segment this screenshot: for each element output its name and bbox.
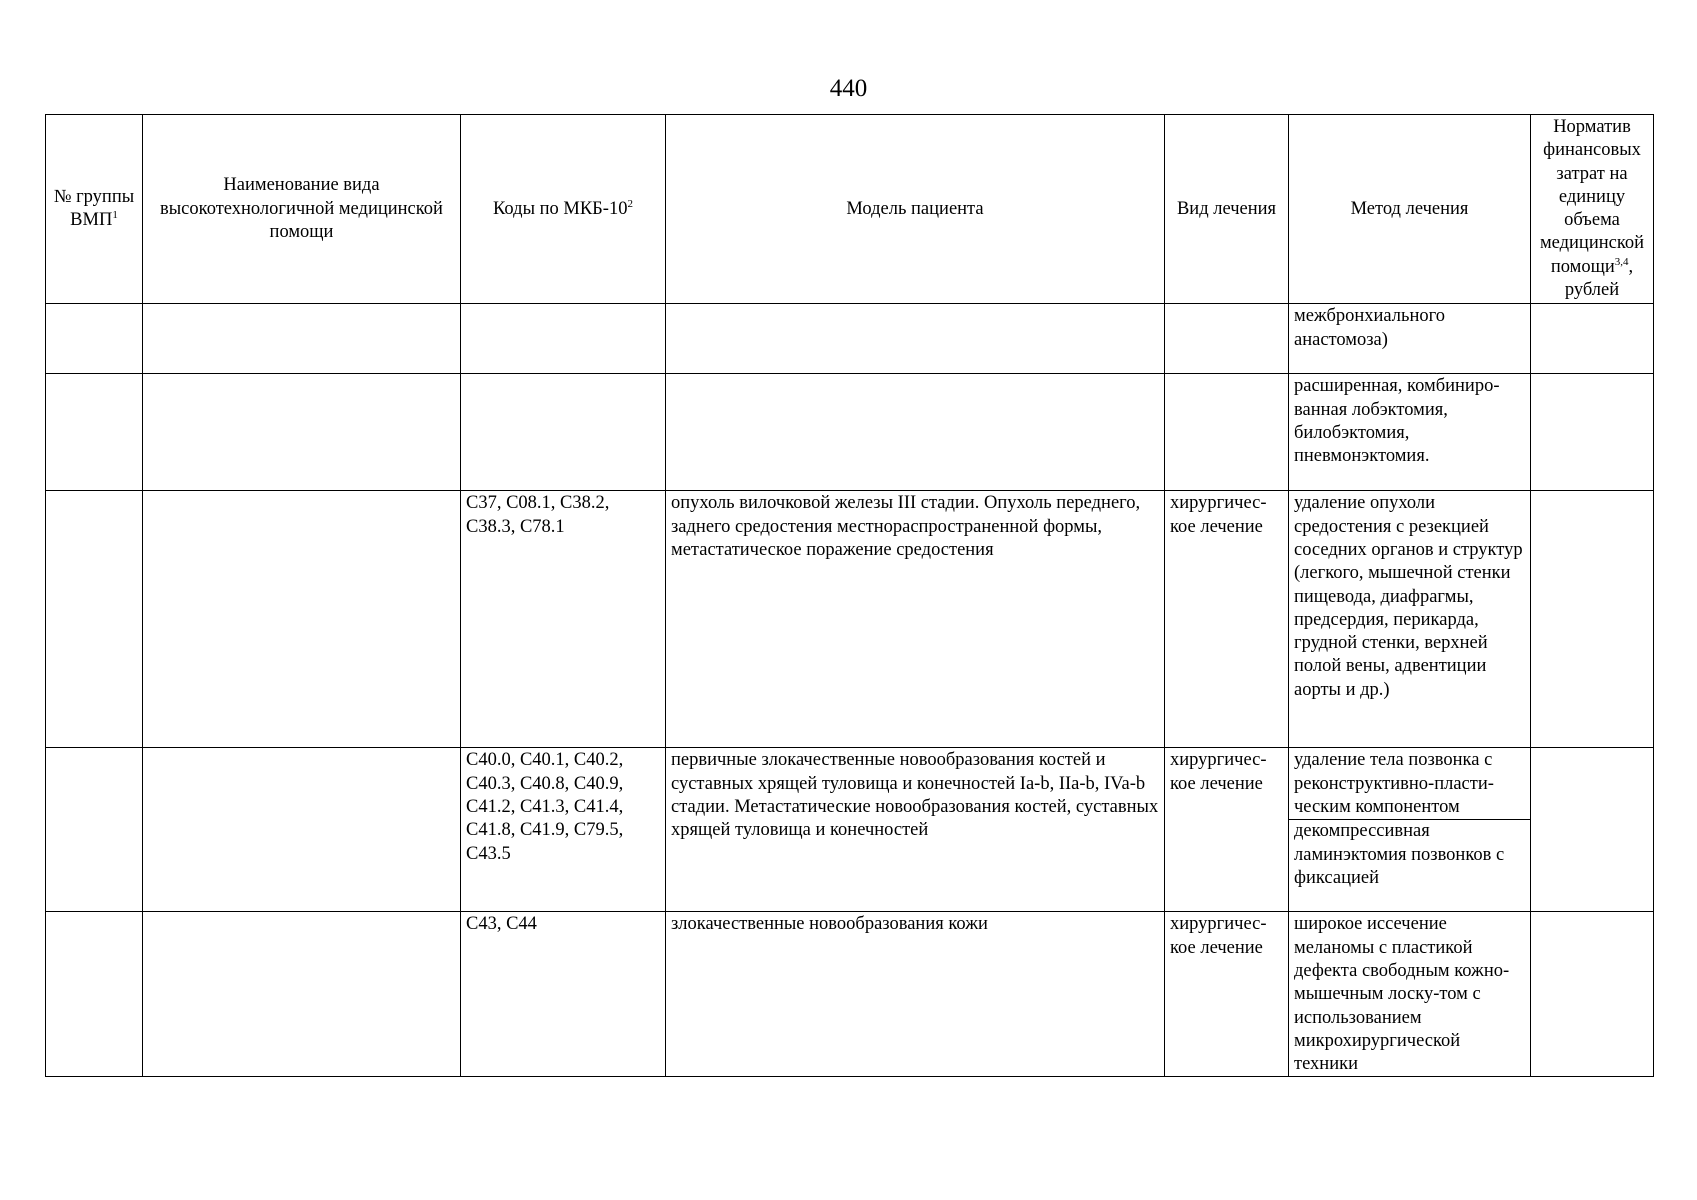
cell-group-no <box>46 374 143 491</box>
table-row <box>46 374 1654 491</box>
table-row <box>46 912 1654 1077</box>
cell-cost-norm <box>1531 912 1654 1077</box>
cell-group-no <box>46 491 143 748</box>
header-cost-norm: Норматив финансовых затрат на единицу объема медицинской помощи$^{3,4}$, рублей <box>1531 115 1654 304</box>
cell-cost-norm <box>1531 304 1654 374</box>
table-row <box>46 491 1654 748</box>
treatment-method-item: удаление тела позвонка с реконструктивно-пласти-ческим компонентом <box>1289 749 1530 820</box>
cell-group-no <box>46 912 143 1077</box>
cell-treatment-method: межбронхиального анастомоза) <box>1289 304 1531 374</box>
cell-treatment-type: хирургичес-кое лечение <box>1165 912 1289 1077</box>
cell-patient-model: первичные злокачественные новообразования костей и суставных хрящей туловища и конечностей Ia-b, IIa-b, IVa-b стадии. Метастатические новообразования костей, суставных хрящей туловища и конечностей <box>666 748 1165 912</box>
cell-icd-codes <box>461 374 666 491</box>
cell-treatment-type: хирургичес-кое лечение <box>1165 491 1289 748</box>
vmp-table <box>45 114 1654 1077</box>
cell-treatment-type: хирургичес-кое лечение <box>1165 748 1289 912</box>
cell-cost-norm <box>1531 491 1654 748</box>
table-header-row <box>46 115 1654 304</box>
cell-vmp-name <box>143 748 461 912</box>
cell-treatment-type <box>1165 304 1289 374</box>
cell-patient-model <box>666 374 1165 491</box>
cell-icd-codes: C43, C44 <box>461 912 666 1077</box>
header-treatment-type: Вид лечения <box>1165 115 1289 304</box>
cell-icd-codes: C37, C08.1, C38.2, C38.3, C78.1 <box>461 491 666 748</box>
cell-vmp-name <box>143 374 461 491</box>
cell-patient-model: опухоль вилочковой железы III стадии. Опухоль переднего, заднего средостения местнораспространенной формы, метастатическое поражение средостения <box>666 491 1165 748</box>
treatment-method-item: декомпрессивная ламинэктомия позвонков с фиксацией <box>1294 821 1505 888</box>
cell-vmp-name <box>143 304 461 374</box>
cell-icd-codes <box>461 304 666 374</box>
header-icd-codes: Коды по МКБ-$10^2$ <box>461 115 666 304</box>
cell-patient-model: злокачественные новообразования кожи <box>666 912 1165 1077</box>
cell-cost-norm <box>1531 374 1654 491</box>
cell-treatment-method <box>1289 748 1531 912</box>
cell-icd-codes: C40.0, C40.1, C40.2, C40.3, C40.8, C40.9, C41.2, C41.3, C41.4, C41.8, C41.9, C79.5, C43.5 <box>461 748 666 912</box>
cell-vmp-name <box>143 491 461 748</box>
header-group-no: № группы ВМП$^1$ <box>46 115 143 304</box>
cell-vmp-name <box>143 912 461 1077</box>
header-patient-model: Модель пациента <box>666 115 1165 304</box>
cell-group-no <box>46 304 143 374</box>
cell-treatment-method: широкое иссечение меланомы с пластикой дефекта свободным кожно-мышечным лоску-том с использованием микрохирургической техники <box>1289 912 1531 1077</box>
cell-cost-norm <box>1531 748 1654 912</box>
cell-patient-model <box>666 304 1165 374</box>
cell-treatment-type <box>1165 374 1289 491</box>
cell-treatment-method: расширенная, комбиниро-ванная лобэктомия, билобэктомия, пневмонэктомия. <box>1289 374 1531 491</box>
table-row <box>46 748 1654 912</box>
page-number: 440 <box>829 75 868 102</box>
header-vmp-name: Наименование вида высокотехнологичной медицинской помощи <box>143 115 461 304</box>
header-treatment-method: Метод лечения <box>1289 115 1531 304</box>
cell-group-no <box>46 748 143 912</box>
cell-treatment-method: удаление опухоли средостения с резекцией соседних органов и структур (легкого, мышечной стенки пищевода, диафрагмы, предсердия, перикарда, грудной стенки, верхней полой вены, адвентиции аорты и др.) <box>1289 491 1531 748</box>
table-row <box>46 304 1654 374</box>
